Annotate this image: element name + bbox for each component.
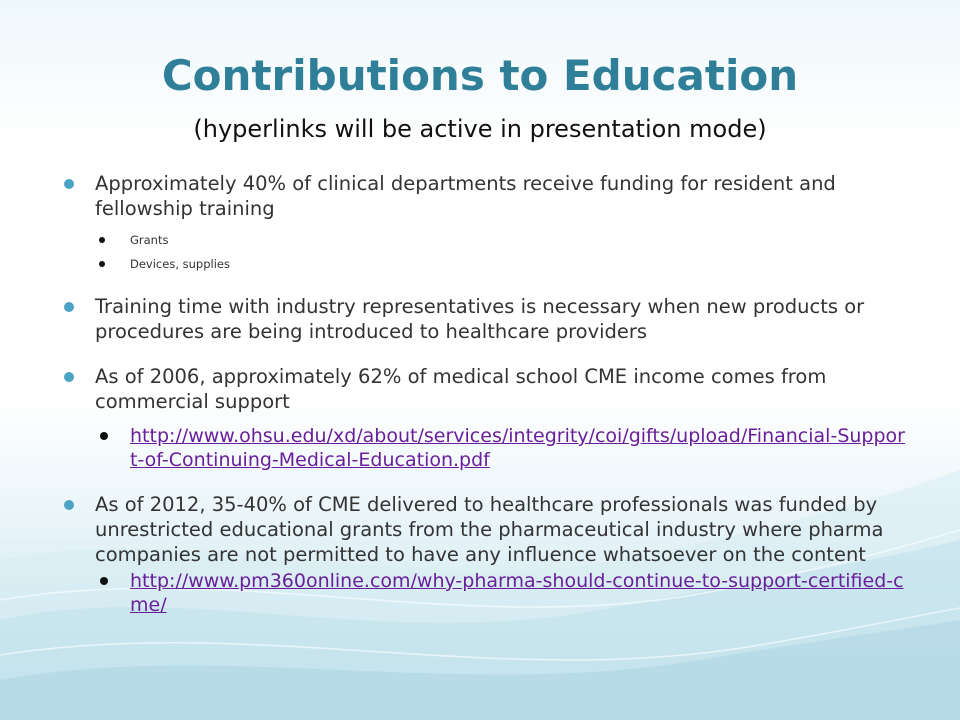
link-bullet-dot-icon [100, 577, 108, 585]
bullet-text: Training time with industry representatives is necessary when new products or procedures are being introduced to healthcare providers [95, 295, 865, 343]
bullet-item [60, 171, 910, 221]
sub-bullet-text: Grants [130, 233, 169, 247]
bullet-dot-icon [64, 179, 74, 189]
sub-bullet-dot-icon [99, 261, 105, 267]
slide-subtitle: (hyperlinks will be active in presentation mode) [193, 115, 767, 143]
bullet-text: As of 2006, approximately 62% of medical school CME income comes from commercial support [95, 365, 827, 413]
bullet-dot-icon [64, 302, 74, 312]
bullet-text: As of 2012, 35-40% of CME delivered to healthcare professionals was funded by unrestricted educational grants from the pharmaceutical industry where pharma companies are not permitted to have any influence whatsoever on the content [95, 493, 884, 566]
sub-bullet-dot-icon [99, 237, 105, 243]
bullet-dot-icon [64, 372, 74, 382]
bullet-item [60, 364, 910, 414]
pm360-hyperlink[interactable]: http://www.pm360online.com/why-pharma-should-continue-to-support-certified-cme/ [130, 570, 904, 616]
link-item [95, 569, 910, 617]
sub-bullet-item [95, 233, 910, 248]
sub-bullet-text: Devices, supplies [130, 257, 230, 271]
link-item [95, 424, 910, 472]
slide-title: Contributions to Education [161, 51, 799, 100]
sub-bullet-item [95, 257, 910, 272]
bullet-item [60, 492, 910, 567]
bullet-item [60, 294, 910, 344]
bullet-dot-icon [64, 500, 74, 510]
bullet-text: Approximately 40% of clinical departments receive funding for resident and fellowship training [95, 172, 836, 220]
ohsu-hyperlink[interactable]: http://www.ohsu.edu/xd/about/services/integrity/coi/gifts/upload/Financial-Support-of-Continuing-Medical-Education.pdf [130, 425, 905, 471]
link-bullet-dot-icon [100, 432, 108, 440]
bullet-list [60, 171, 910, 617]
